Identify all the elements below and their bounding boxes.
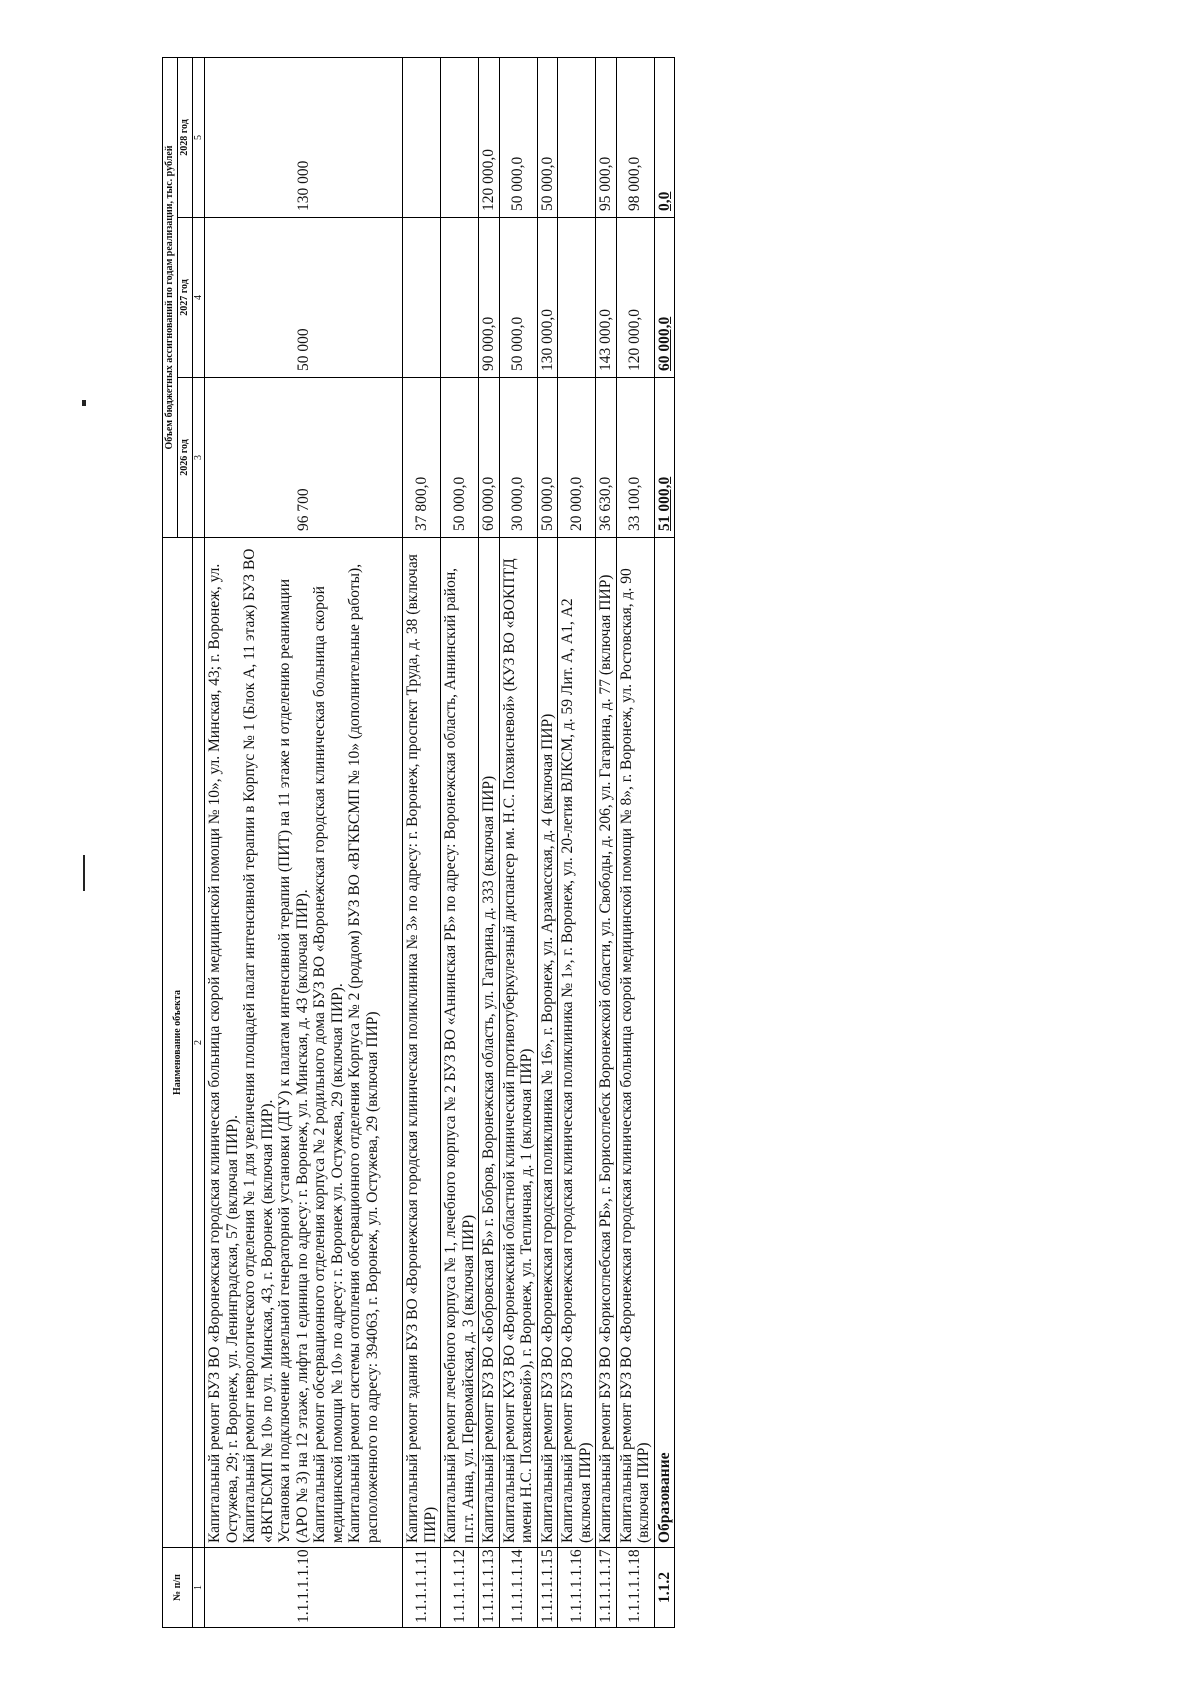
header-name: Наименование объекта [163, 538, 193, 1548]
section-2027: 60 000,0 [654, 218, 675, 378]
row-code: 1.1.1.1.1.17 [596, 1548, 617, 1628]
row-code: 1.1.1.1.1.11 [403, 1548, 441, 1628]
row-name-line: Капитальный ремонт обсервационного отделения корпуса № 2 родильного дома БУЗ ВО «Воронежская городская клиническая больница скорой медицинской помощи № 10» по адресу: г. Воронеж ул. Остужева, 29 (включая ПИР). [311, 586, 346, 1543]
row-name: Капитальный ремонт БУЗ ВО «Борисоглебская РБ», г. Борисоглебск Воронежской области, ул. Свободы, д. 206, ул. Гагарина, д. 77 (включая ПИР) [596, 538, 617, 1548]
table-row [558, 57, 596, 1627]
column-number: 2 [193, 538, 205, 1548]
row-name-line: Капитальный ремонт БУЗ ВО «Воронежская городская клиническая больница скорой медицинской помощи № 10», ул. Минская, 43; г. Воронеж, ул. Остужева, 29; г. Воронеж, ул. Ленинградская, 57 (включая ПИР). [206, 563, 241, 1543]
section-code: 1.1.2 [654, 1548, 675, 1628]
value-2028: 130 000 [205, 57, 403, 217]
table-row [616, 57, 654, 1627]
value-2026: 50 000,0 [537, 378, 558, 538]
row-name: Капитальный ремонт БУЗ ВО «Воронежская городская клиническая поликлиника № 1», г. Воронеж, ул. 20-летия ВЛКСМ, д. 59 Лит. А, А1, А2 (включая ПИР) [558, 538, 596, 1548]
column-number: 5 [193, 57, 205, 217]
table-row [537, 57, 558, 1627]
row-name: Капитальный ремонт БУЗ ВО «Воронежская городская поликлиника № 16», г. Воронеж, ул. Арзамасская, д. 4 (включая ПИР) [537, 538, 558, 1548]
row-name: Капитальный ремонт БУЗ ВО «Воронежская городская клиническая больница скорой медицинской помощи № 8», г. Воронеж, ул. Ростовская, д. 90 (включая ПИР) [616, 538, 654, 1548]
row-name [205, 538, 403, 1548]
value-2028 [403, 57, 441, 217]
value-2027: 120 000,0 [616, 218, 654, 378]
section-row [654, 57, 675, 1627]
value-2028 [441, 57, 479, 217]
value-2026: 96 700 [205, 378, 403, 538]
value-2026: 30 000,0 [499, 378, 537, 538]
value-2026: 60 000,0 [479, 378, 500, 538]
row-code: 1.1.1.1.1.14 [499, 1548, 537, 1628]
value-2028: 50 000,0 [537, 57, 558, 217]
table-row [596, 57, 617, 1627]
column-numbers-row [193, 57, 205, 1627]
header-2026: 2026 год [178, 378, 193, 538]
row-name-line: Капитальный ремонт системы отопления обсервационного отделения Корпуса № 2 (роддом) БУЗ ВО «ВГКБСМП № 10» (дополнительные работы), расположенного по адресу: 394063, г. Воронеж, ул. Остужева, 29 (включая ПИР) [346, 563, 381, 1543]
row-code: 1.1.1.1.1.15 [537, 1548, 558, 1628]
table-row [499, 57, 537, 1627]
header-2027: 2027 год [178, 218, 193, 378]
table-row [403, 57, 441, 1627]
value-2027: 130 000,0 [537, 218, 558, 378]
value-2026: 36 630,0 [596, 378, 617, 538]
row-code: 1.1.1.1.1.12 [441, 1548, 479, 1628]
dot-mark [82, 400, 86, 406]
section-2026: 51 000,0 [654, 378, 675, 538]
value-2027 [403, 218, 441, 378]
value-2027: 50 000,0 [499, 218, 537, 378]
row-code: 1.1.1.1.1.13 [479, 1548, 500, 1628]
column-number: 4 [193, 218, 205, 378]
row-name: Капитальный ремонт лечебного корпуса № 1, лечебного корпуса № 2 БУЗ ВО «Аннинская РБ» по адресу: Воронежская область, Аннинский район, п.г.т. Анна, ул. Первомайская, д. 3 (включая ПИР) [441, 538, 479, 1548]
value-2026: 33 100,0 [616, 378, 654, 538]
section-2028: 0,0 [654, 57, 675, 217]
table-row [441, 57, 479, 1627]
value-2027: 50 000 [205, 218, 403, 378]
value-2026: 20 000,0 [558, 378, 596, 538]
column-number: 1 [193, 1548, 205, 1628]
pencil-mark [83, 855, 85, 891]
header-budget: Объем бюджетных ассигнований по годам реализации, тыс. рублей [163, 57, 178, 537]
table-row [479, 57, 500, 1627]
value-2028: 50 000,0 [499, 57, 537, 217]
row-code: 1.1.1.1.1.16 [558, 1548, 596, 1628]
value-2027 [441, 218, 479, 378]
row-name: Капитальный ремонт здания БУЗ ВО «Воронежская городская клиническая поликлиника № 3» по адресу: г. Воронеж, проспект Труда, д. 38 (включая ПИР) [403, 538, 441, 1548]
row-code: 1.1.1.1.1.10 [205, 1548, 403, 1628]
section-name: Образование [654, 538, 675, 1548]
row-name: Капитальный ремонт БУЗ ВО «Бобровская РБ» г. Бобров, Воронежская область, ул. Гагарина, д. 333 (включая ПИР) [479, 538, 500, 1548]
table-row [205, 57, 403, 1627]
value-2027: 143 000,0 [596, 218, 617, 378]
row-name-line: Установка и подключение дизельной генераторной установки (ДГУ) к палатам интенсивной терапии (ПИТ) на 11 этаже и отделению реанимации (АРО № 3) на 12 этаже, лифта 1 единица по адресу: г. Воронеж, ул. Минская, д. 43 (включая ПИР). [276, 578, 311, 1543]
value-2028 [558, 57, 596, 217]
budget-table [162, 57, 675, 1628]
row-name-line: Капитальный ремонт неврологического отделения № 1 для увеличения площадей палат интенсивной терапии в Корпус № 1 (Блок А, 11 этаж) БУЗ ВО «ВКГБСМП № 10» по ул. Минская, 43, г. Воронеж (включая ПИР). [241, 548, 276, 1543]
value-2026: 37 800,0 [403, 378, 441, 538]
value-2027 [558, 218, 596, 378]
header-no: № п/п [163, 1548, 193, 1628]
value-2028: 95 000,0 [596, 57, 617, 217]
header-2028: 2028 год [178, 57, 193, 217]
value-2027: 90 000,0 [479, 218, 500, 378]
rotated-page [162, 58, 1112, 1628]
value-2028: 120 000,0 [479, 57, 500, 217]
value-2026: 50 000,0 [441, 378, 479, 538]
value-2028: 98 000,0 [616, 57, 654, 217]
row-name: Капитальный ремонт КУЗ ВО «Воронежский областной клинический противотуберкулезный диспансер им. Н.С. Похвисневой» (КУЗ ВО «ВОКПТД имени Н.С. Похвисневой»), г. Воронеж, ул. Тепличная, д. 1 (включая ПИР) [499, 538, 537, 1548]
row-code: 1.1.1.1.1.18 [616, 1548, 654, 1628]
column-number: 3 [193, 378, 205, 538]
